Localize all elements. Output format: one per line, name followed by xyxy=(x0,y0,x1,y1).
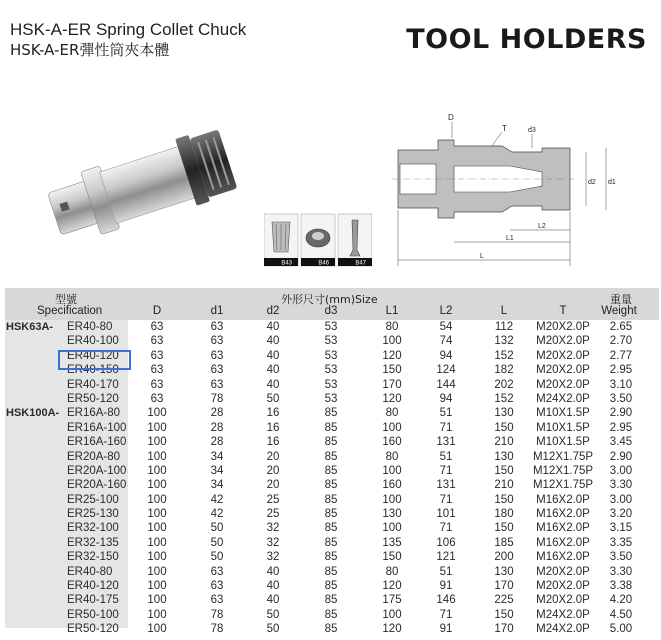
cell-l1: 160 xyxy=(382,436,402,449)
page-title-zh: HSK-A-ER彈性筒夾本體 xyxy=(10,41,170,59)
cell-d3: 85 xyxy=(324,608,338,621)
cell-d: 100 xyxy=(147,450,167,463)
header-spec-zh: 型號 xyxy=(55,293,77,306)
cell-d1: 50 xyxy=(210,536,224,549)
cell-d1: 78 xyxy=(210,392,224,405)
cell-d: 63 xyxy=(150,349,164,362)
cell-d3: 85 xyxy=(324,580,338,593)
cell-l: 130 xyxy=(494,407,514,420)
cell-l1: 120 xyxy=(382,623,402,636)
cell-t: M24X2.0P xyxy=(536,623,590,636)
cell-d: 63 xyxy=(150,378,164,391)
collet-label-b47: B47 xyxy=(355,260,366,267)
dim-label-d1: d1 xyxy=(608,179,616,186)
table-row xyxy=(5,579,659,593)
dim-label-L2: L2 xyxy=(538,223,546,230)
cell-l1: 135 xyxy=(382,536,402,549)
cell-l2: 71 xyxy=(439,464,453,477)
cell-d2: 40 xyxy=(266,565,280,578)
cell-d1: 78 xyxy=(210,608,224,621)
cell-d1: 34 xyxy=(210,450,224,463)
cell-t: M20X2.0P xyxy=(536,349,590,362)
specification-table xyxy=(5,288,659,637)
cell-d3: 85 xyxy=(324,464,338,477)
cell-d2: 20 xyxy=(266,479,280,492)
cell-d1: 42 xyxy=(210,493,224,506)
cell-l1: 100 xyxy=(382,608,402,621)
cell-w: 3.00 xyxy=(609,493,633,506)
cell-d3: 85 xyxy=(324,522,338,535)
cell-d3: 53 xyxy=(324,378,338,391)
cell-d: 100 xyxy=(147,623,167,636)
cell-l: 225 xyxy=(494,594,514,607)
cell-w: 3.50 xyxy=(609,551,633,564)
row-model: ER20A-100 xyxy=(67,464,127,477)
table-row xyxy=(5,450,659,464)
cell-l1: 130 xyxy=(382,508,402,521)
collet-label-b46: B46 xyxy=(318,260,329,267)
cell-d: 100 xyxy=(147,536,167,549)
table-row xyxy=(5,565,659,579)
cell-t: M12X1.75P xyxy=(532,479,594,492)
table-row xyxy=(5,435,659,449)
cell-d2: 50 xyxy=(266,623,280,636)
cell-w: 3.35 xyxy=(609,536,633,549)
cell-d2: 40 xyxy=(266,580,280,593)
cell-t: M20X2.0P xyxy=(536,321,590,333)
cell-d3: 85 xyxy=(324,436,338,449)
cell-l: 150 xyxy=(494,464,514,477)
cell-d1: 63 xyxy=(210,349,224,362)
cell-d2: 40 xyxy=(266,349,280,362)
row-group-label: HSK63A- xyxy=(6,321,54,333)
header-col-d2: d2 xyxy=(266,305,280,317)
cell-d3: 85 xyxy=(324,536,338,549)
cell-w: 2.90 xyxy=(609,407,633,420)
row-model: ER40-170 xyxy=(67,378,119,391)
cell-w: 5.00 xyxy=(609,623,633,636)
cell-l2: 54 xyxy=(439,321,453,333)
cell-l: 210 xyxy=(494,436,514,449)
table-header xyxy=(5,288,659,320)
row-model: ER16A-80 xyxy=(67,407,121,420)
cell-t: M12X1.75P xyxy=(532,450,594,463)
title-block xyxy=(10,20,246,60)
cell-d3: 53 xyxy=(324,349,338,362)
cell-d1: 28 xyxy=(210,407,224,420)
row-model: ER40-100 xyxy=(67,335,119,348)
cell-d: 100 xyxy=(147,464,167,477)
cell-d1: 42 xyxy=(210,508,224,521)
cell-l: 130 xyxy=(494,565,514,578)
header-col-L1: L1 xyxy=(385,305,399,317)
cell-l: 152 xyxy=(494,349,514,362)
dim-label-d3: d3 xyxy=(528,127,536,134)
cell-t: M20X2.0P xyxy=(536,378,590,391)
cell-w: 3.50 xyxy=(609,392,633,405)
cell-l: 130 xyxy=(494,450,514,463)
cell-d2: 40 xyxy=(266,378,280,391)
cell-l2: 94 xyxy=(439,349,453,362)
cell-l1: 160 xyxy=(382,479,402,492)
row-model: ER40-80 xyxy=(67,321,113,333)
table-body xyxy=(5,320,659,637)
table-row xyxy=(5,593,659,607)
cell-l2: 106 xyxy=(436,536,456,549)
cell-d: 100 xyxy=(147,608,167,621)
cell-t: M12X1.75P xyxy=(532,464,594,477)
cell-l: 150 xyxy=(494,522,514,535)
cell-t: M20X2.0P xyxy=(536,565,590,578)
cell-d3: 53 xyxy=(324,335,338,348)
cell-d1: 63 xyxy=(210,580,224,593)
table-row xyxy=(5,608,659,622)
row-model: ER25-130 xyxy=(67,508,119,521)
cell-l2: 124 xyxy=(436,364,456,377)
cell-l: 150 xyxy=(494,608,514,621)
cell-d3: 85 xyxy=(324,479,338,492)
row-model: ER40-80 xyxy=(67,565,113,578)
cell-l: 170 xyxy=(494,623,514,636)
cell-l: 152 xyxy=(494,392,514,405)
cell-l2: 121 xyxy=(436,551,456,564)
table-row xyxy=(5,363,659,377)
cell-l1: 100 xyxy=(382,421,402,434)
cell-w: 3.20 xyxy=(609,508,633,521)
header-col-D: D xyxy=(152,305,162,317)
table-row xyxy=(5,521,659,535)
brand-heading: TOOL HOLDERS xyxy=(406,24,647,55)
cell-l1: 100 xyxy=(382,335,402,348)
table-row xyxy=(5,378,659,392)
cell-d2: 32 xyxy=(266,522,280,535)
cell-d3: 85 xyxy=(324,450,338,463)
technical-drawing xyxy=(392,110,654,270)
cell-l1: 150 xyxy=(382,364,402,377)
cell-w: 3.10 xyxy=(609,378,633,391)
row-model: ER40-175 xyxy=(67,594,119,607)
cell-d1: 63 xyxy=(210,594,224,607)
cell-l2: 131 xyxy=(436,436,456,449)
cell-l1: 170 xyxy=(382,378,402,391)
cell-t: M16X2.0P xyxy=(536,508,590,521)
row-model: ER16A-100 xyxy=(67,421,127,434)
cell-t: M24X2.0P xyxy=(536,608,590,621)
collet-accessories xyxy=(264,212,372,268)
cell-l1: 120 xyxy=(382,392,402,405)
cell-d1: 34 xyxy=(210,464,224,477)
cell-d1: 78 xyxy=(210,623,224,636)
cell-d1: 50 xyxy=(210,522,224,535)
dim-label-L1: L1 xyxy=(506,235,514,242)
cell-l1: 80 xyxy=(385,450,399,463)
cell-d2: 32 xyxy=(266,551,280,564)
cell-d: 100 xyxy=(147,522,167,535)
row-model: ER25-100 xyxy=(67,493,119,506)
table-row xyxy=(5,406,659,420)
table-row xyxy=(5,349,659,363)
cell-l2: 91 xyxy=(439,580,453,593)
row-model: ER40-120 xyxy=(67,580,119,593)
header-col-L2: L2 xyxy=(439,305,453,317)
cell-d1: 63 xyxy=(210,335,224,348)
cell-t: M10X1.5P xyxy=(536,421,590,434)
cell-l1: 80 xyxy=(385,321,399,333)
cell-d3: 85 xyxy=(324,508,338,521)
cell-d: 100 xyxy=(147,508,167,521)
row-model: ER20A-160 xyxy=(67,479,127,492)
header-col-d3: d3 xyxy=(324,305,338,317)
cell-d3: 85 xyxy=(324,493,338,506)
cell-d: 63 xyxy=(150,335,164,348)
table-row xyxy=(5,478,659,492)
cell-d2: 50 xyxy=(266,392,280,405)
cell-l: 200 xyxy=(494,551,514,564)
cell-l2: 71 xyxy=(439,493,453,506)
cell-t: M20X2.0P xyxy=(536,594,590,607)
cell-d1: 63 xyxy=(210,364,224,377)
cell-d3: 85 xyxy=(324,594,338,607)
row-group-label: HSK100A- xyxy=(6,407,60,420)
cell-l: 182 xyxy=(494,364,514,377)
cell-l2: 51 xyxy=(439,450,453,463)
cell-d3: 85 xyxy=(324,623,338,636)
cell-d1: 28 xyxy=(210,436,224,449)
cell-d2: 40 xyxy=(266,594,280,607)
cell-d3: 85 xyxy=(324,551,338,564)
cell-w: 3.38 xyxy=(609,580,633,593)
dim-label-L: L xyxy=(480,253,484,260)
table-row xyxy=(5,334,659,348)
cell-l: 132 xyxy=(494,335,514,348)
table-row xyxy=(5,493,659,507)
cell-w: 2.95 xyxy=(609,364,633,377)
cell-l2: 51 xyxy=(439,565,453,578)
cell-d1: 28 xyxy=(210,421,224,434)
cell-w: 4.50 xyxy=(609,608,633,621)
dim-label-T: T xyxy=(502,124,507,133)
cell-d2: 16 xyxy=(266,421,280,434)
cell-d1: 63 xyxy=(210,321,224,333)
cell-l: 180 xyxy=(494,508,514,521)
cell-w: 2.70 xyxy=(609,335,633,348)
row-model: ER32-100 xyxy=(67,522,119,535)
header-col-T: T xyxy=(559,305,567,317)
header-col-L: L xyxy=(500,305,508,317)
row-model: ER40-120 xyxy=(67,349,119,362)
cell-d2: 20 xyxy=(266,450,280,463)
cell-w: 2.90 xyxy=(609,450,633,463)
cell-w: 3.15 xyxy=(609,522,633,535)
cell-w: 2.65 xyxy=(609,321,633,333)
cell-w: 2.77 xyxy=(609,349,633,362)
cell-d1: 50 xyxy=(210,551,224,564)
table-row xyxy=(5,320,659,334)
cell-l1: 100 xyxy=(382,493,402,506)
cell-d2: 20 xyxy=(266,464,280,477)
cell-d1: 34 xyxy=(210,479,224,492)
cell-l1: 100 xyxy=(382,522,402,535)
cell-l: 170 xyxy=(494,580,514,593)
cell-w: 4.20 xyxy=(609,594,633,607)
cell-w: 3.45 xyxy=(609,436,633,449)
cell-t: M24X2.0P xyxy=(536,392,590,405)
header-col-d1: d1 xyxy=(210,305,224,317)
cell-d2: 40 xyxy=(266,364,280,377)
row-model: ER16A-160 xyxy=(67,436,127,449)
cell-l2: 94 xyxy=(439,392,453,405)
row-model: ER50-120 xyxy=(67,392,119,405)
table-row xyxy=(5,536,659,550)
header-weight-zh: 重量 xyxy=(610,293,632,306)
cell-l: 202 xyxy=(494,378,514,391)
cell-d: 100 xyxy=(147,580,167,593)
cell-d3: 53 xyxy=(324,392,338,405)
cell-l2: 71 xyxy=(439,522,453,535)
cell-d1: 63 xyxy=(210,565,224,578)
cell-w: 2.95 xyxy=(609,421,633,434)
cell-d: 100 xyxy=(147,479,167,492)
row-model: ER40-150 xyxy=(67,364,119,377)
cell-l2: 101 xyxy=(436,508,456,521)
cell-l: 150 xyxy=(494,421,514,434)
cell-l2: 144 xyxy=(436,378,456,391)
cell-d3: 85 xyxy=(324,407,338,420)
cell-d: 100 xyxy=(147,493,167,506)
cell-d: 100 xyxy=(147,594,167,607)
cell-l2: 51 xyxy=(439,407,453,420)
cell-d3: 85 xyxy=(324,421,338,434)
cell-d3: 53 xyxy=(324,321,338,333)
row-model: ER20A-80 xyxy=(67,450,121,463)
table-row xyxy=(5,392,659,406)
cell-l: 112 xyxy=(494,321,514,333)
page-title: HSK-A-ER Spring Collet Chuck xyxy=(10,20,247,39)
cell-d2: 16 xyxy=(266,407,280,420)
header-dimensions-caption: 外形尺寸(mm)Size xyxy=(281,293,378,306)
cell-l2: 131 xyxy=(436,479,456,492)
cell-d2: 50 xyxy=(266,608,280,621)
cell-l2: 74 xyxy=(439,335,453,348)
cell-l1: 120 xyxy=(382,580,402,593)
cell-d3: 85 xyxy=(324,565,338,578)
cell-t: M20X2.0P xyxy=(536,580,590,593)
cell-d: 63 xyxy=(150,392,164,405)
cell-w: 3.30 xyxy=(609,479,633,492)
cell-t: M16X2.0P xyxy=(536,536,590,549)
product-photo xyxy=(30,100,250,260)
cell-t: M16X2.0P xyxy=(536,551,590,564)
row-model: ER32-150 xyxy=(67,551,119,564)
cell-d2: 16 xyxy=(266,436,280,449)
table-row xyxy=(5,464,659,478)
cell-l2: 71 xyxy=(439,421,453,434)
row-model: ER50-100 xyxy=(67,608,119,621)
cell-l: 185 xyxy=(494,536,514,549)
cell-d: 100 xyxy=(147,565,167,578)
cell-d: 100 xyxy=(147,551,167,564)
cell-d: 63 xyxy=(150,321,164,333)
dim-label-d2: d2 xyxy=(588,179,596,186)
table-row xyxy=(5,421,659,435)
cell-d: 100 xyxy=(147,421,167,434)
cell-l2: 91 xyxy=(439,623,453,636)
cell-t: M10X1.5P xyxy=(536,407,590,420)
cell-t: M20X2.0P xyxy=(536,364,590,377)
cell-w: 3.30 xyxy=(609,565,633,578)
cell-t: M10X1.5P xyxy=(536,436,590,449)
table-row xyxy=(5,507,659,521)
cell-d2: 32 xyxy=(266,536,280,549)
cell-l: 210 xyxy=(494,479,514,492)
table-row xyxy=(5,550,659,564)
cell-d2: 25 xyxy=(266,493,280,506)
dim-label-D: D xyxy=(448,113,454,122)
row-model: ER32-135 xyxy=(67,536,119,549)
header-spec-en: Specification xyxy=(37,305,103,317)
cell-d: 100 xyxy=(147,407,167,420)
cell-d: 63 xyxy=(150,364,164,377)
cell-d: 100 xyxy=(147,436,167,449)
row-model: ER50-120 xyxy=(67,623,119,636)
cell-t: M20X2.0P xyxy=(536,335,590,348)
cell-t: M16X2.0P xyxy=(536,493,590,506)
cell-l1: 80 xyxy=(385,565,399,578)
cell-d2: 40 xyxy=(266,321,280,333)
cell-t: M16X2.0P xyxy=(536,522,590,535)
cell-l1: 150 xyxy=(382,551,402,564)
cell-d2: 40 xyxy=(266,335,280,348)
cell-l1: 120 xyxy=(382,349,402,362)
cell-l2: 146 xyxy=(436,594,456,607)
table-row xyxy=(5,622,659,636)
cell-d1: 63 xyxy=(210,378,224,391)
cell-w: 3.00 xyxy=(609,464,633,477)
header-weight-en: Weight xyxy=(601,305,637,317)
cell-d2: 25 xyxy=(266,508,280,521)
cell-l1: 80 xyxy=(385,407,399,420)
cell-l1: 100 xyxy=(382,464,402,477)
cell-l1: 175 xyxy=(382,594,402,607)
cell-l2: 71 xyxy=(439,608,453,621)
cell-l: 150 xyxy=(494,493,514,506)
cell-d3: 53 xyxy=(324,364,338,377)
collet-label-b43: B43 xyxy=(281,260,292,267)
